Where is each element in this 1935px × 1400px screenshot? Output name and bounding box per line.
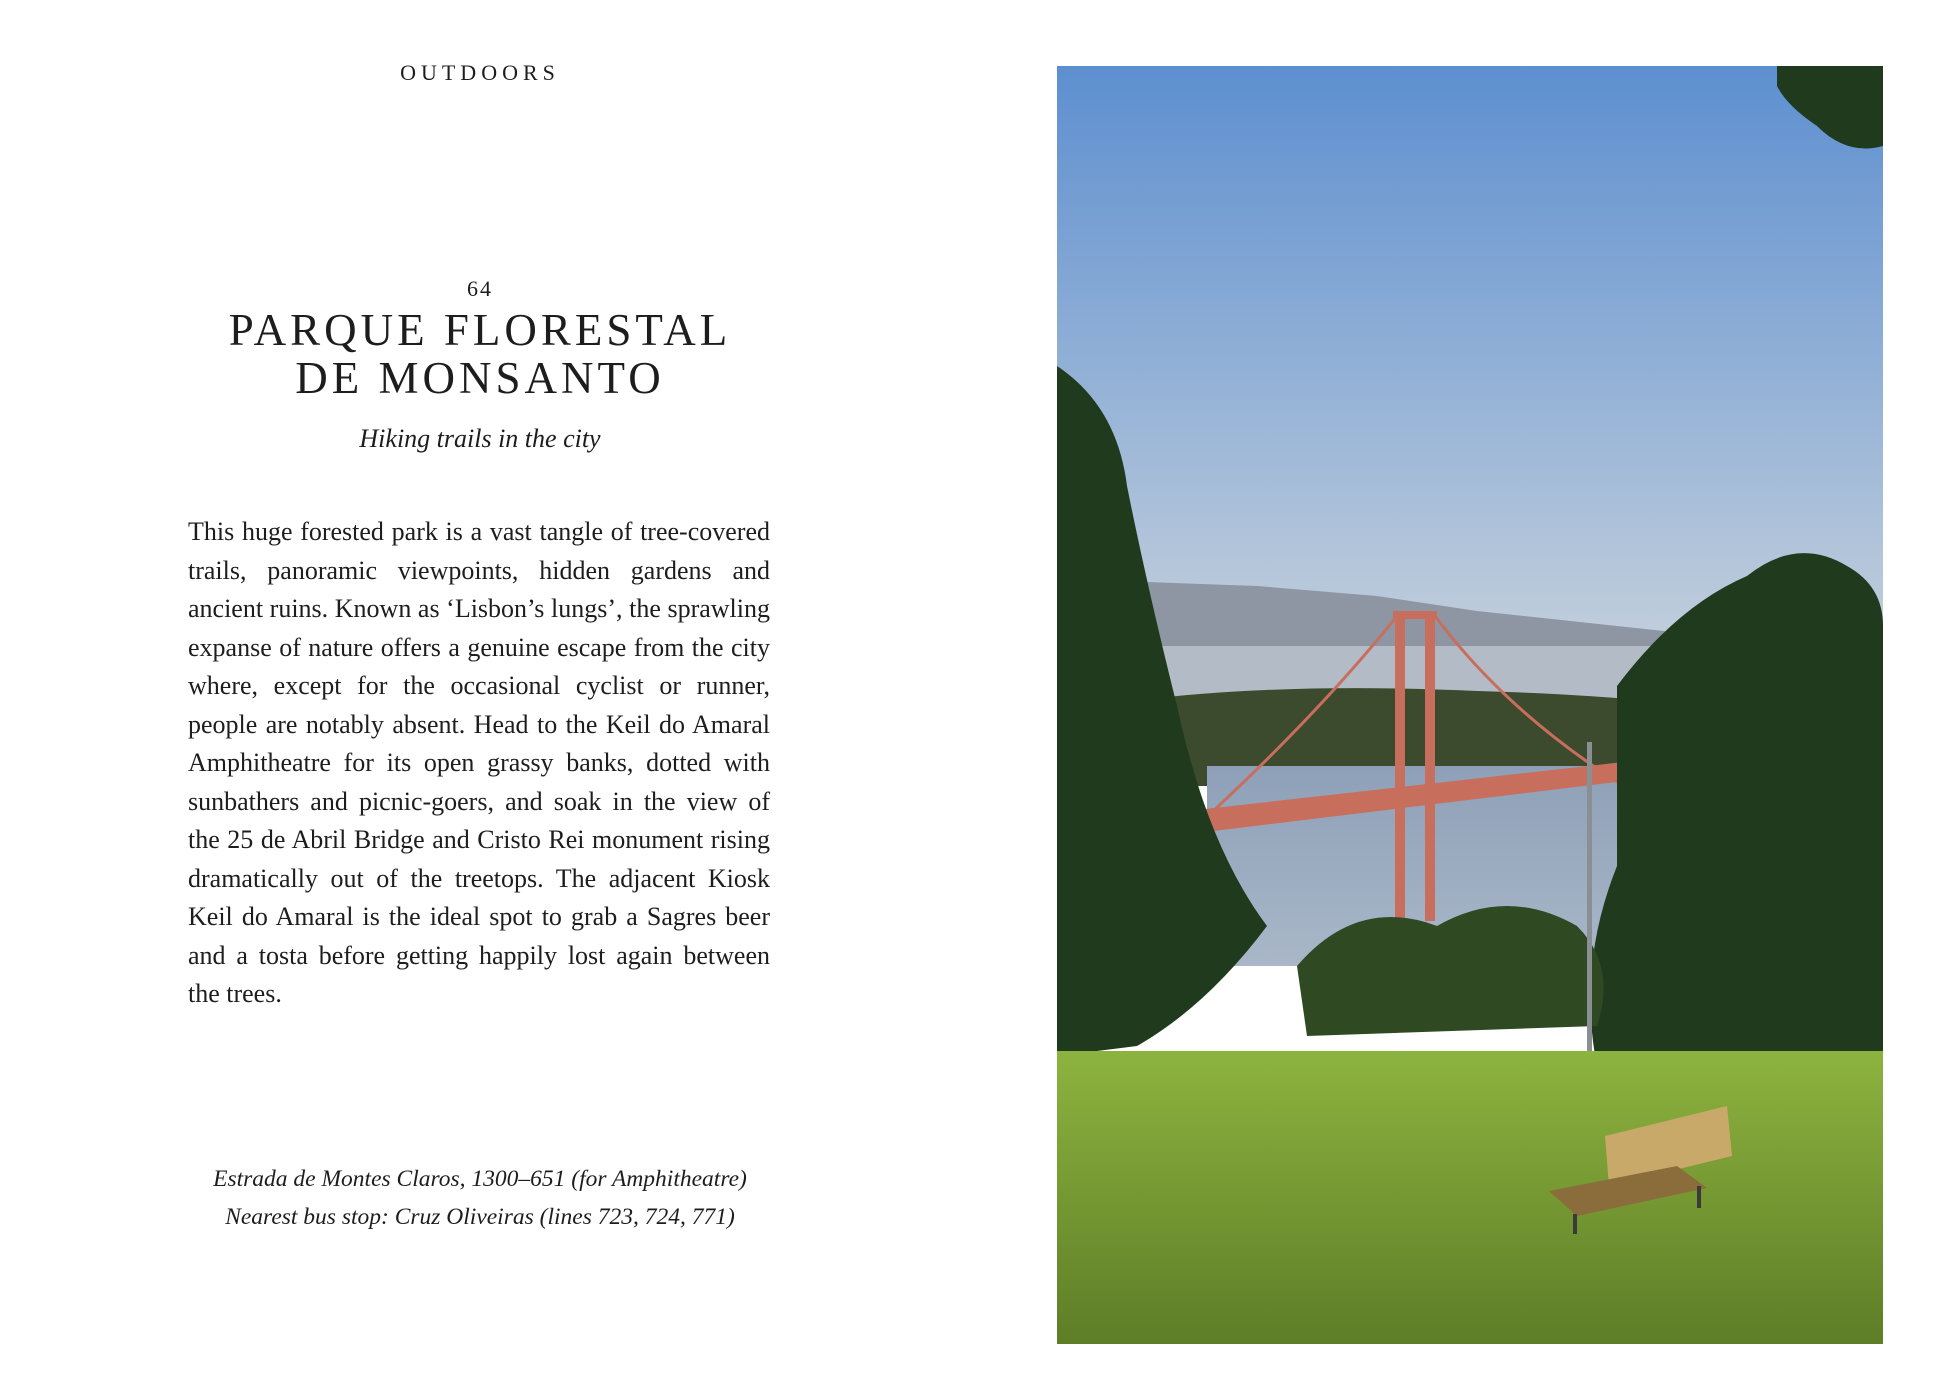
entry-subtitle: Hiking trails in the city <box>359 424 601 453</box>
address-block <box>0 1160 960 1236</box>
left-page <box>0 0 960 1400</box>
entry-title-line-2: DE MONSANTO <box>295 353 665 403</box>
grass <box>1057 1051 1883 1344</box>
bus-stop-line: Nearest bus stop: Cruz Oliveiras (lines 723, 724, 771) <box>225 1204 735 1230</box>
running-head: OUTDOORS <box>400 60 560 85</box>
park-photo-illustration <box>1057 66 1883 1344</box>
address-line: Estrada de Montes Claros, 1300–651 (for Amphitheatre) <box>213 1166 747 1192</box>
entry-number: 64 <box>467 276 493 301</box>
entry-title <box>0 306 960 402</box>
park-photo <box>1057 66 1883 1344</box>
entry-title-line-1: PARQUE FLORESTAL <box>228 305 732 355</box>
lamp-post <box>1587 742 1592 1067</box>
entry-body: This huge forested park is a vast tangle of tree-covered trails, panoramic viewpoints, hidden gardens and ancient ruins. Known as ‘Lisbon’s lungs’, the sprawling expanse of nature offers a genuine escape from the city where, except for the occasional cyclist or runner, people are notably absent. Head to the Keil do Amaral Amphitheatre for its open grassy banks, dotted with sunbathers and picnic-goers, and soak in the view of the 25 de Abril Bridge and Cristo Rei monument rising dramatically out of the treetops. The adjacent Kiosk Keil do Amaral is the ideal spot to grab a Sagres beer and a tosta before getting happily lost again between the trees. <box>188 517 770 1008</box>
